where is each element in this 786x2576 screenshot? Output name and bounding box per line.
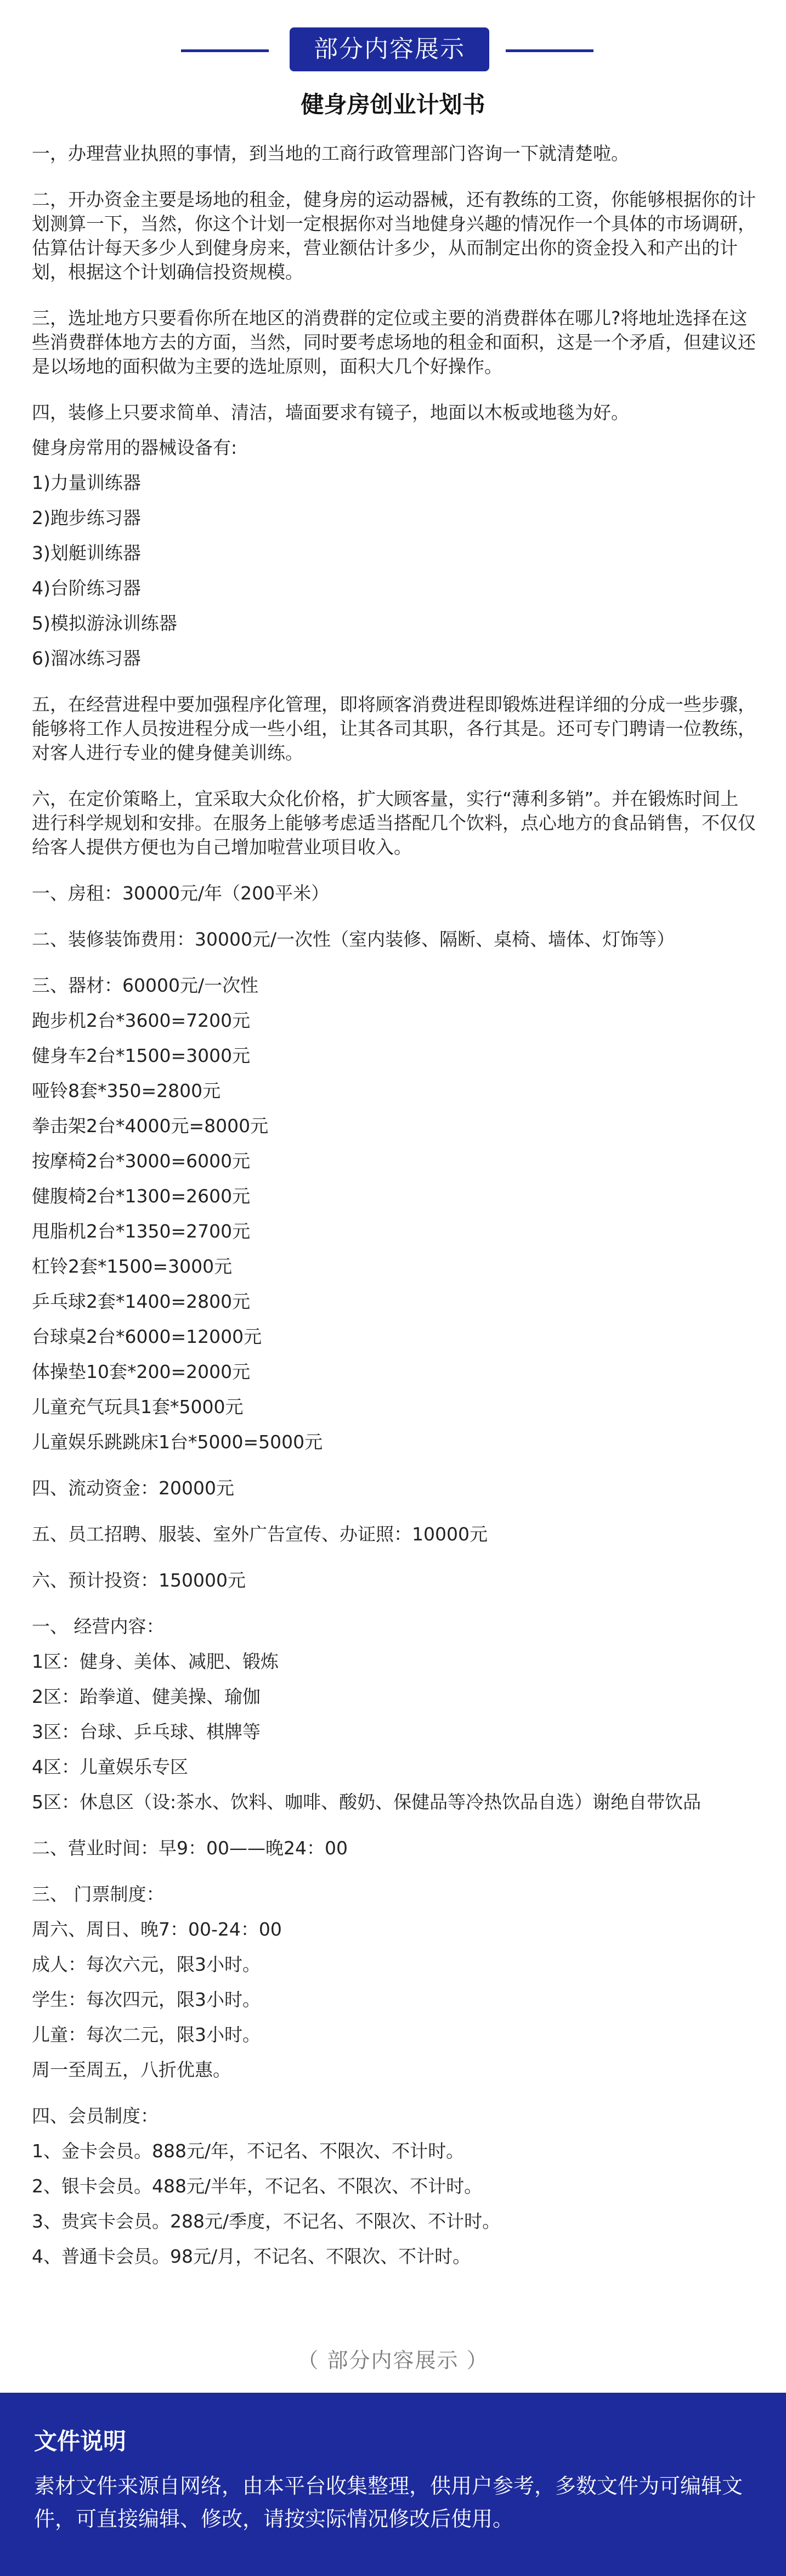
equipment-item: 健腹椅2台*1300=2600元 <box>32 1185 251 1207</box>
zone-item: 2区：跆拳道、健美操、瑜伽 <box>32 1686 261 1707</box>
ticket-item: 儿童：每次二元，限3小时。 <box>32 2024 261 2045</box>
equipment-item: 健身车2台*1500=3000元 <box>32 1045 251 1066</box>
equipment-item: 哑铃8套*350=2800元 <box>32 1080 221 1101</box>
equipment-item: 儿童娱乐跳跳床1台*5000=5000元 <box>32 1431 323 1453</box>
zone-item: 4区：儿童娱乐专区 <box>32 1756 188 1778</box>
banner-rule-right <box>506 49 593 52</box>
file-description-title: 文件说明 <box>34 2428 127 2455</box>
list-item: 4)台阶练习器 <box>32 577 141 599</box>
budget-line: 一、房租：30000元/年（200平米） <box>32 882 330 904</box>
membership-item: 4、普通卡会员。98元/月，不记名、不限次、不计时。 <box>32 2246 471 2267</box>
budget-line: 六、预计投资：150000元 <box>32 1570 246 1591</box>
document-body <box>32 142 756 2269</box>
budget-line: 四、流动资金：20000元 <box>32 1477 234 1499</box>
zone-item: 3区：台球、乒乓球、棋牌等 <box>32 1721 261 1742</box>
equipment-item: 台球桌2台*6000=12000元 <box>32 1326 262 1347</box>
partial-content-note: （ 部分内容展示 ） <box>297 2348 489 2372</box>
membership-item: 2、银卡会员。488元/半年，不记名、不限次、不计时。 <box>32 2175 483 2197</box>
equipment-item: 儿童充气玩具1套*5000元 <box>32 1396 244 1418</box>
section-heading: 三、 门票制度： <box>32 1883 165 1905</box>
paragraph: 五，在经营进程中要加强程序化管理，即将顾客消费进程即锻炼进程详细的分成一些步骤，能够将工作人员按进程分成一些小组，让其各司其职，各行其是。还可专门聘请一位教练，对客人进行专业的健身健美训练。 <box>32 694 756 763</box>
list-item: 5)模拟游泳训练器 <box>32 612 177 634</box>
paragraph: 一，办理营业执照的事情，到当地的工商行政管理部门咨询一下就清楚啦。 <box>32 143 629 164</box>
section-heading: 一、 经营内容： <box>32 1616 165 1637</box>
paragraph: 六，在定价策略上，宜采取大众化价格，扩大顾客量，实行“薄利多销”。并在锻炼时间上进行科学规划和安排。在服务上能够考虑适当搭配几个饮料，点心地方的食品销售，不仅仅给客人提供方便也为自己增加啦营业项目收入。 <box>32 788 756 858</box>
file-description-body: 素材文件来源自网络，由本平台收集整理，供用户参考，多数文件为可编辑文件，可直接编辑、修改，请按实际情况修改后使用。 <box>34 2474 743 2531</box>
zone-item: 5区：休息区（设:茶水、饮料、咖啡、酸奶、保健品等冷热饮品自选）谢绝自带饮品 <box>32 1791 702 1813</box>
paragraph: 二，开办资金主要是场地的租金，健身房的运动器械，还有教练的工资，你能够根据你的计划测算一下，当然，你这个计划一定根据你对当地健身兴趣的情况作一个具体的市场调研，估算估计每天多少人到健身房来，营业额估计多少，从而制定出你的资金投入和产出的计划，根据这个计划确信投资规模。 <box>32 189 756 283</box>
list-item: 6)溜冰练习器 <box>32 648 141 669</box>
membership-item: 3、贵宾卡会员。288元/季度，不记名、不限次、不计时。 <box>32 2211 501 2232</box>
ticket-item: 周六、周日、晚7：00-24：00 <box>32 1919 282 1940</box>
list-item: 1)力量训练器 <box>32 472 141 493</box>
budget-line: 五、员工招聘、服装、室外广告宣传、办证照：10000元 <box>32 1523 488 1545</box>
top-banner <box>0 27 786 71</box>
section-heading: 二、营业时间：早9：00——晚24：00 <box>32 1837 348 1859</box>
document-title: 健身房创业计划书 <box>301 91 485 118</box>
ticket-item: 学生：每次四元，限3小时。 <box>32 1989 261 2010</box>
paragraph: 四，装修上只要求简单、清洁，墙面要求有镜子，地面以木板或地毯为好。 <box>32 402 629 423</box>
list-item: 3)划艇训练器 <box>32 542 141 564</box>
paragraph: 健身房常用的器械设备有: <box>32 437 238 458</box>
equipment-item: 按摩椅2台*3000=6000元 <box>32 1150 251 1172</box>
ticket-item: 成人：每次六元，限3小时。 <box>32 1954 261 1975</box>
equipment-item: 杠铃2套*1500=3000元 <box>32 1256 233 1277</box>
list-item: 2)跑步练习器 <box>32 507 141 528</box>
equipment-item: 甩脂机2台*1350=2700元 <box>32 1220 251 1242</box>
equipment-item: 乒乓球2套*1400=2800元 <box>32 1291 251 1312</box>
budget-line: 三、器材：60000元/一次性 <box>32 975 259 996</box>
budget-line: 二、装修装饰费用：30000元/一次性（室内装修、隔断、桌椅、墙体、灯饰等） <box>32 929 675 950</box>
equipment-item: 体操垫10套*200=2000元 <box>32 1361 251 1382</box>
section-heading: 四、会员制度： <box>32 2105 159 2127</box>
equipment-item: 跑步机2台*3600=7200元 <box>32 1010 251 1031</box>
membership-item: 1、金卡会员。888元/年，不记名、不限次、不计时。 <box>32 2140 465 2162</box>
paragraph: 三，选址地方只要看你所在地区的消费群的定位或主要的消费群体在哪儿?将地址选择在这些消费群体地方去的方面，当然，同时要考虑场地的租金和面积，这是一个矛盾，但建议还是以场地的面积做为主要的选址原则，面积大几个好操作。 <box>32 307 756 377</box>
zone-item: 1区：健身、美体、减肥、锻炼 <box>32 1651 279 1672</box>
file-description-panel <box>0 2393 786 2576</box>
ticket-item: 周一至周五，八折优惠。 <box>32 2059 231 2080</box>
equipment-item: 拳击架2台*4000元=8000元 <box>32 1115 269 1137</box>
banner-rule-left <box>181 49 269 52</box>
banner-label: 部分内容展示 <box>290 27 489 71</box>
